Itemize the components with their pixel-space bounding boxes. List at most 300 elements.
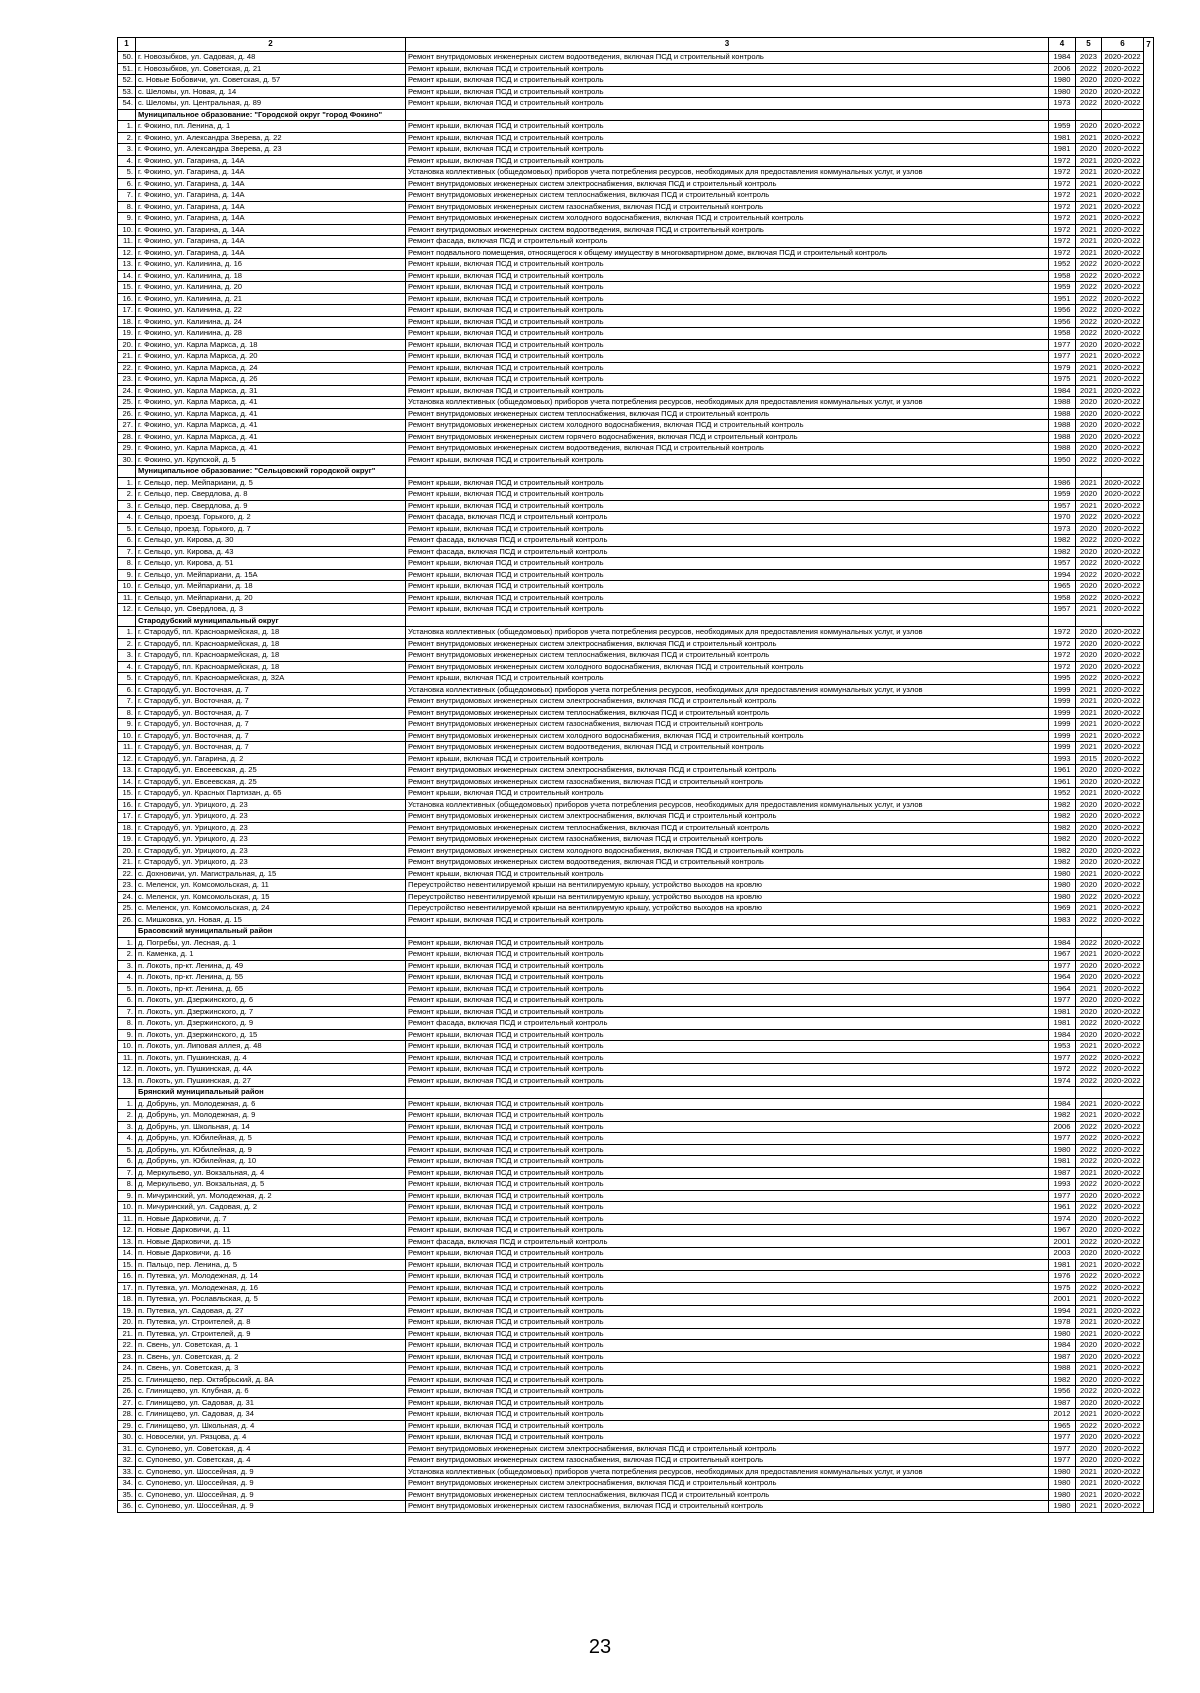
program-period-cell: 2020-2022 [1102, 742, 1144, 754]
commission-year-cell: 1988 [1049, 431, 1076, 443]
table-row [118, 1282, 1154, 1294]
program-period-cell: 2020-2022 [1102, 1225, 1144, 1237]
repair-year-cell: 2023 [1076, 52, 1102, 64]
table-row [118, 627, 1154, 639]
row-number-cell: 11. [118, 592, 136, 604]
repair-year-cell: 2020 [1076, 880, 1102, 892]
commission-year-cell: 1999 [1049, 696, 1076, 708]
empty-column-cell [1144, 1374, 1154, 1386]
repair-year-cell: 2021 [1076, 788, 1102, 800]
row-number-cell: 17. [118, 1282, 136, 1294]
address-cell: г. Фокино, ул. Калинина, д. 24 [136, 316, 406, 328]
table-row [118, 443, 1154, 455]
empty-column-cell [1144, 1225, 1154, 1237]
row-number-cell: 24. [118, 891, 136, 903]
repair-year-cell: 2020 [1076, 822, 1102, 834]
commission-year-cell: 1987 [1049, 1397, 1076, 1409]
repair-year-cell: 2020 [1076, 121, 1102, 133]
work-type-cell: Установка коллективных (общедомовых) приборов учета потребления ресурсов, необходимых для предоставления коммунальных услуг, и узлов [406, 684, 1049, 696]
work-type-cell: Ремонт крыши, включая ПСД и строительный контроль [406, 132, 1049, 144]
work-type-cell: Ремонт крыши, включая ПСД и строительный контроль [406, 1133, 1049, 1145]
row-number-cell [118, 466, 136, 478]
empty-column-cell [1144, 558, 1154, 570]
table-row [118, 581, 1154, 593]
work-type-cell [406, 926, 1049, 938]
repair-year-cell: 2022 [1076, 270, 1102, 282]
commission-year-cell: 1983 [1049, 914, 1076, 926]
repair-year-cell: 2020 [1076, 1443, 1102, 1455]
work-type-cell: Ремонт крыши, включая ПСД и строительный контроль [406, 1374, 1049, 1386]
address-cell: п. Локоть, пр-кт. Ленина, д. 65 [136, 983, 406, 995]
program-period-cell: 2020-2022 [1102, 960, 1144, 972]
empty-column-cell [1144, 52, 1154, 64]
section-title: Стародубский муниципальный округ [136, 615, 406, 627]
table-row [118, 52, 1154, 64]
program-period-cell: 2020-2022 [1102, 558, 1144, 570]
program-period-cell: 2020-2022 [1102, 52, 1144, 64]
program-period-cell: 2020-2022 [1102, 891, 1144, 903]
empty-column-cell [1144, 834, 1154, 846]
commission-year-cell: 1972 [1049, 236, 1076, 248]
repair-year-cell [1076, 1087, 1102, 1099]
row-number-cell: 28. [118, 431, 136, 443]
repair-year-cell: 2021 [1076, 1294, 1102, 1306]
page-number: 23 [588, 1636, 612, 1658]
address-cell: г. Фокино, ул. Гагарина, д. 14А [136, 247, 406, 259]
row-number-cell: 7. [118, 696, 136, 708]
commission-year-cell: 1980 [1049, 868, 1076, 880]
repair-year-cell: 2021 [1076, 868, 1102, 880]
repair-year-cell: 2020 [1076, 811, 1102, 823]
table-row [118, 1190, 1154, 1202]
program-period-cell: 2020-2022 [1102, 316, 1144, 328]
commission-year-cell: 1959 [1049, 121, 1076, 133]
row-number-cell: 15. [118, 788, 136, 800]
repair-year-cell: 2021 [1076, 742, 1102, 754]
work-type-cell: Ремонт крыши, включая ПСД и строительный контроль [406, 1156, 1049, 1168]
empty-column-cell [1144, 1098, 1154, 1110]
repair-year-cell: 2021 [1076, 374, 1102, 386]
work-type-cell: Ремонт крыши, включая ПСД и строительный контроль [406, 362, 1049, 374]
row-number-cell: 5. [118, 673, 136, 685]
address-cell: г. Стародуб, ул. Восточная, д. 7 [136, 719, 406, 731]
program-period-cell: 2020-2022 [1102, 351, 1144, 363]
address-cell: г. Фокино, ул. Гагарина, д. 14А [136, 201, 406, 213]
address-cell: с. Новые Бобовичи, ул. Советская, д. 57 [136, 75, 406, 87]
work-type-cell: Ремонт крыши, включая ПСД и строительный контроль [406, 1225, 1049, 1237]
table-row [118, 1029, 1154, 1041]
repair-year-cell: 2022 [1076, 937, 1102, 949]
work-type-cell: Ремонт внутридомовых инженерных систем водоотведения, включая ПСД и строительный контроль [406, 443, 1049, 455]
work-type-cell: Ремонт крыши, включая ПСД и строительный контроль [406, 500, 1049, 512]
address-cell: п. Свень, ул. Советская, д. 1 [136, 1340, 406, 1352]
address-cell: г. Фокино, ул. Александра Зверева, д. 23 [136, 144, 406, 156]
empty-column-cell [1144, 811, 1154, 823]
repair-year-cell: 2020 [1076, 1455, 1102, 1467]
program-period-cell: 2020-2022 [1102, 822, 1144, 834]
empty-column-cell [1144, 213, 1154, 225]
commission-year-cell: 1999 [1049, 742, 1076, 754]
address-cell: п. Новые Дарковичи, д. 7 [136, 1213, 406, 1225]
table-row [118, 1489, 1154, 1501]
address-cell: п. Путевка, ул. Молодежная, д. 16 [136, 1282, 406, 1294]
repair-year-cell: 2021 [1076, 155, 1102, 167]
empty-column-cell [1144, 1179, 1154, 1191]
program-period-cell [1102, 1087, 1144, 1099]
table-row [118, 190, 1154, 202]
program-period-cell: 2020-2022 [1102, 1478, 1144, 1490]
program-period-cell: 2020-2022 [1102, 1466, 1144, 1478]
empty-column-cell [1144, 1420, 1154, 1432]
address-cell: г. Фокино, ул. Калинина, д. 20 [136, 282, 406, 294]
program-period-cell: 2020-2022 [1102, 305, 1144, 317]
empty-column-cell [1144, 1489, 1154, 1501]
commission-year-cell: 1977 [1049, 1443, 1076, 1455]
address-cell: п. Локоть, пр-кт. Ленина, д. 49 [136, 960, 406, 972]
program-period-cell: 2020-2022 [1102, 1213, 1144, 1225]
empty-column-cell [1144, 1340, 1154, 1352]
table-row [118, 75, 1154, 87]
table-row [118, 1202, 1154, 1214]
table-row [118, 972, 1154, 984]
commission-year-cell: 1972 [1049, 247, 1076, 259]
commission-year-cell: 1982 [1049, 799, 1076, 811]
repair-year-cell: 2020 [1076, 799, 1102, 811]
empty-column-cell [1144, 1248, 1154, 1260]
commission-year-cell: 2003 [1049, 1248, 1076, 1260]
table-row [118, 1317, 1154, 1329]
repair-year-cell: 2021 [1076, 1501, 1102, 1513]
program-period-cell: 2020-2022 [1102, 661, 1144, 673]
commission-year-cell: 1982 [1049, 1110, 1076, 1122]
program-period-cell: 2020-2022 [1102, 1052, 1144, 1064]
address-cell: г. Стародуб, ул. Урицкого, д. 23 [136, 799, 406, 811]
empty-column-cell [1144, 512, 1154, 524]
row-number-cell: 21. [118, 351, 136, 363]
empty-column-cell [1144, 1397, 1154, 1409]
table-row [118, 546, 1154, 558]
program-period-cell: 2020-2022 [1102, 247, 1144, 259]
empty-column-cell [1144, 1075, 1154, 1087]
row-number-cell: 5. [118, 1144, 136, 1156]
work-type-cell: Ремонт внутридомовых инженерных систем теплоснабжения, включая ПСД и строительный контроль [406, 707, 1049, 719]
empty-column-cell [1144, 454, 1154, 466]
header-col-4: 4 [1049, 38, 1076, 52]
empty-column-cell [1144, 201, 1154, 213]
commission-year-cell: 1980 [1049, 880, 1076, 892]
section-heading-row [118, 926, 1154, 938]
repair-year-cell: 2020 [1076, 420, 1102, 432]
table-row [118, 1041, 1154, 1053]
empty-column-cell [1144, 1167, 1154, 1179]
work-type-cell: Ремонт крыши, включая ПСД и строительный контроль [406, 949, 1049, 961]
address-cell: д. Добрунь, ул. Молодежная, д. 9 [136, 1110, 406, 1122]
row-number-cell: 33. [118, 1466, 136, 1478]
program-period-cell [1102, 109, 1144, 121]
program-period-cell: 2020-2022 [1102, 1041, 1144, 1053]
repair-year-cell: 2020 [1076, 397, 1102, 409]
repair-year-cell: 2020 [1076, 857, 1102, 869]
empty-column-cell [1144, 1305, 1154, 1317]
row-number-cell: 5. [118, 523, 136, 535]
repair-year-cell: 2020 [1076, 1190, 1102, 1202]
row-number-cell: 7. [118, 190, 136, 202]
empty-column-cell [1144, 972, 1154, 984]
empty-column-cell [1144, 316, 1154, 328]
empty-column-cell [1144, 730, 1154, 742]
table-row [118, 719, 1154, 731]
repair-year-cell: 2020 [1076, 972, 1102, 984]
program-period-cell: 2020-2022 [1102, 477, 1144, 489]
empty-column-cell [1144, 1317, 1154, 1329]
table-row [118, 98, 1154, 110]
table-row [118, 489, 1154, 501]
table-row [118, 776, 1154, 788]
table-row [118, 868, 1154, 880]
address-cell: с. Супонево, ул. Советская, д. 4 [136, 1443, 406, 1455]
empty-column-cell [1144, 1409, 1154, 1421]
repair-year-cell: 2022 [1076, 1144, 1102, 1156]
work-type-cell: Ремонт внутридомовых инженерных систем теплоснабжения, включая ПСД и строительный контроль [406, 650, 1049, 662]
repair-year-cell: 2021 [1076, 1317, 1102, 1329]
table-row [118, 374, 1154, 386]
repair-year-cell: 2022 [1076, 1075, 1102, 1087]
empty-column-cell [1144, 190, 1154, 202]
repair-year-cell: 2021 [1076, 983, 1102, 995]
repair-year-cell: 2021 [1076, 132, 1102, 144]
empty-column-cell [1144, 868, 1154, 880]
row-number-cell [118, 109, 136, 121]
row-number-cell: 19. [118, 834, 136, 846]
program-period-cell: 2020-2022 [1102, 489, 1144, 501]
address-cell: г. Фокино, ул. Карла Маркса, д. 41 [136, 443, 406, 455]
commission-year-cell: 1961 [1049, 1202, 1076, 1214]
address-cell: г. Фокино, ул. Гагарина, д. 14А [136, 236, 406, 248]
commission-year-cell: 1981 [1049, 144, 1076, 156]
work-type-cell: Ремонт крыши, включая ПСД и строительный контроль [406, 558, 1049, 570]
program-period-cell: 2020-2022 [1102, 374, 1144, 386]
section-heading-row [118, 466, 1154, 478]
commission-year-cell: 1982 [1049, 834, 1076, 846]
empty-column-cell [1144, 259, 1154, 271]
repair-year-cell: 2021 [1076, 1363, 1102, 1375]
work-type-cell: Ремонт крыши, включая ПСД и строительный контроль [406, 86, 1049, 98]
address-cell: п. Новые Дарковичи, д. 15 [136, 1236, 406, 1248]
empty-column-cell [1144, 1029, 1154, 1041]
table-row [118, 270, 1154, 282]
commission-year-cell: 1972 [1049, 650, 1076, 662]
empty-column-cell [1144, 1259, 1154, 1271]
address-cell: г. Фокино, ул. Александра Зверева, д. 22 [136, 132, 406, 144]
address-cell: с. Шеломы, ул. Новая, д. 14 [136, 86, 406, 98]
address-cell: д. Погребы, ул. Лесная, д. 1 [136, 937, 406, 949]
row-number-cell: 22. [118, 362, 136, 374]
table-row [118, 397, 1154, 409]
empty-column-cell [1144, 684, 1154, 696]
empty-column-cell [1144, 86, 1154, 98]
empty-column-cell [1144, 788, 1154, 800]
work-type-cell: Ремонт внутридомовых инженерных систем газоснабжения, включая ПСД и строительный контроль [406, 201, 1049, 213]
repair-year-cell: 2022 [1076, 1282, 1102, 1294]
empty-column-cell [1144, 397, 1154, 409]
commission-year-cell: 1984 [1049, 1029, 1076, 1041]
address-cell: г. Фокино, ул. Гагарина, д. 14А [136, 178, 406, 190]
address-cell: г. Сельцо, пер. Свердлова, д. 9 [136, 500, 406, 512]
repair-year-cell: 2020 [1076, 995, 1102, 1007]
repair-schedule-body [118, 52, 1154, 1513]
program-period-cell: 2020-2022 [1102, 1374, 1144, 1386]
commission-year-cell: 1972 [1049, 178, 1076, 190]
empty-column-cell [1144, 1110, 1154, 1122]
commission-year-cell: 1993 [1049, 1179, 1076, 1191]
repair-year-cell: 2021 [1076, 236, 1102, 248]
program-period-cell: 2020-2022 [1102, 1248, 1144, 1260]
row-number-cell: 16. [118, 1271, 136, 1283]
address-cell: с. Глинищево, ул. Клубная, д. 6 [136, 1386, 406, 1398]
repair-year-cell: 2022 [1076, 1236, 1102, 1248]
address-cell: д. Меркульево, ул. Вокзальная, д. 5 [136, 1179, 406, 1191]
empty-column-cell [1144, 627, 1154, 639]
address-cell: г. Стародуб, ул. Восточная, д. 7 [136, 684, 406, 696]
row-number-cell: 10. [118, 1041, 136, 1053]
table-row [118, 592, 1154, 604]
empty-column-cell [1144, 408, 1154, 420]
table-row [118, 1271, 1154, 1283]
commission-year-cell: 2006 [1049, 63, 1076, 75]
address-cell: с. Глинищево, пер. Октябрьский, д. 8А [136, 1374, 406, 1386]
repair-year-cell [1076, 109, 1102, 121]
row-number-cell: 36. [118, 1501, 136, 1513]
section-heading-row [118, 109, 1154, 121]
program-period-cell: 2020-2022 [1102, 1179, 1144, 1191]
repair-year-cell: 2022 [1076, 1420, 1102, 1432]
empty-column-cell [1144, 293, 1154, 305]
row-number-cell: 6. [118, 684, 136, 696]
header-col-3: 3 [406, 38, 1049, 52]
address-cell: г. Сельцо, ул. Мейпариани, д. 15А [136, 569, 406, 581]
row-number-cell: 16. [118, 799, 136, 811]
row-number-cell: 5. [118, 167, 136, 179]
address-cell: г. Фокино, ул. Гагарина, д. 14А [136, 190, 406, 202]
work-type-cell: Ремонт крыши, включая ПСД и строительный контроль [406, 1317, 1049, 1329]
empty-column-cell [1144, 328, 1154, 340]
program-period-cell: 2020-2022 [1102, 328, 1144, 340]
row-number-cell: 52. [118, 75, 136, 87]
program-period-cell: 2020-2022 [1102, 385, 1144, 397]
program-period-cell: 2020-2022 [1102, 983, 1144, 995]
empty-column-cell [1144, 1064, 1154, 1076]
row-number-cell: 1. [118, 937, 136, 949]
commission-year-cell: 1988 [1049, 408, 1076, 420]
repair-year-cell: 2022 [1076, 1052, 1102, 1064]
address-cell: с. Супонево, ул. Шоссейная, д. 9 [136, 1489, 406, 1501]
repair-year-cell: 2022 [1076, 328, 1102, 340]
empty-column-cell [1144, 926, 1154, 938]
address-cell: с. Меленск, ул. Комсомольская, д. 24 [136, 903, 406, 915]
address-cell: г. Фокино, ул. Крупской, д. 5 [136, 454, 406, 466]
work-type-cell: Ремонт крыши, включая ПСД и строительный контроль [406, 1202, 1049, 1214]
table-row [118, 328, 1154, 340]
row-number-cell [118, 1087, 136, 1099]
table-row [118, 316, 1154, 328]
table-row [118, 880, 1154, 892]
repair-schedule-table [117, 37, 1154, 1513]
row-number-cell: 2. [118, 489, 136, 501]
empty-column-cell [1144, 362, 1154, 374]
row-number-cell: 17. [118, 811, 136, 823]
program-period-cell: 2020-2022 [1102, 730, 1144, 742]
repair-year-cell: 2020 [1076, 443, 1102, 455]
commission-year-cell: 1982 [1049, 535, 1076, 547]
commission-year-cell: 1986 [1049, 477, 1076, 489]
row-number-cell: 20. [118, 845, 136, 857]
commission-year-cell: 1950 [1049, 454, 1076, 466]
program-period-cell: 2020-2022 [1102, 420, 1144, 432]
empty-column-cell [1144, 167, 1154, 179]
program-period-cell: 2020-2022 [1102, 282, 1144, 294]
empty-column-cell [1144, 1294, 1154, 1306]
address-cell: г. Новозыбков, ул. Садовая, д. 48 [136, 52, 406, 64]
address-cell: с. Новоселки, ул. Рязцова, д. 4 [136, 1432, 406, 1444]
row-number-cell: 6. [118, 535, 136, 547]
work-type-cell: Ремонт крыши, включая ПСД и строительный контроль [406, 1110, 1049, 1122]
empty-column-cell [1144, 1271, 1154, 1283]
table-row [118, 1478, 1154, 1490]
commission-year-cell: 1959 [1049, 489, 1076, 501]
commission-year-cell: 1977 [1049, 1432, 1076, 1444]
empty-column-cell [1144, 776, 1154, 788]
repair-year-cell: 2021 [1076, 385, 1102, 397]
table-row [118, 1110, 1154, 1122]
row-number-cell: 18. [118, 1294, 136, 1306]
program-period-cell: 2020-2022 [1102, 1006, 1144, 1018]
program-period-cell: 2020-2022 [1102, 684, 1144, 696]
table-row [118, 1052, 1154, 1064]
repair-year-cell: 2021 [1076, 730, 1102, 742]
table-row [118, 1248, 1154, 1260]
commission-year-cell: 1972 [1049, 213, 1076, 225]
row-number-cell: 20. [118, 339, 136, 351]
table-row [118, 282, 1154, 294]
program-period-cell: 2020-2022 [1102, 293, 1144, 305]
work-type-cell: Ремонт крыши, включая ПСД и строительный контроль [406, 753, 1049, 765]
row-number-cell: 30. [118, 1432, 136, 1444]
repair-year-cell: 2020 [1076, 960, 1102, 972]
work-type-cell: Ремонт внутридомовых инженерных систем холодного водоснабжения, включая ПСД и строительный контроль [406, 730, 1049, 742]
commission-year-cell: 1972 [1049, 155, 1076, 167]
program-period-cell: 2020-2022 [1102, 1075, 1144, 1087]
table-row [118, 339, 1154, 351]
commission-year-cell: 1981 [1049, 1259, 1076, 1271]
row-number-cell: 3. [118, 1121, 136, 1133]
table-row [118, 650, 1154, 662]
repair-year-cell: 2022 [1076, 1121, 1102, 1133]
row-number-cell: 7. [118, 546, 136, 558]
repair-year-cell: 2020 [1076, 489, 1102, 501]
commission-year-cell: 1965 [1049, 1420, 1076, 1432]
program-period-cell: 2020-2022 [1102, 1340, 1144, 1352]
empty-column-cell [1144, 661, 1154, 673]
repair-year-cell [1076, 466, 1102, 478]
program-period-cell: 2020-2022 [1102, 1455, 1144, 1467]
empty-column-cell [1144, 960, 1154, 972]
program-period-cell: 2020-2022 [1102, 581, 1144, 593]
row-number-cell: 18. [118, 822, 136, 834]
commission-year-cell: 2006 [1049, 1121, 1076, 1133]
work-type-cell: Установка коллективных (общедомовых) приборов учета потребления ресурсов, необходимых для предоставления коммунальных услуг, и узлов [406, 627, 1049, 639]
row-number-cell: 11. [118, 742, 136, 754]
repair-year-cell: 2020 [1076, 1432, 1102, 1444]
